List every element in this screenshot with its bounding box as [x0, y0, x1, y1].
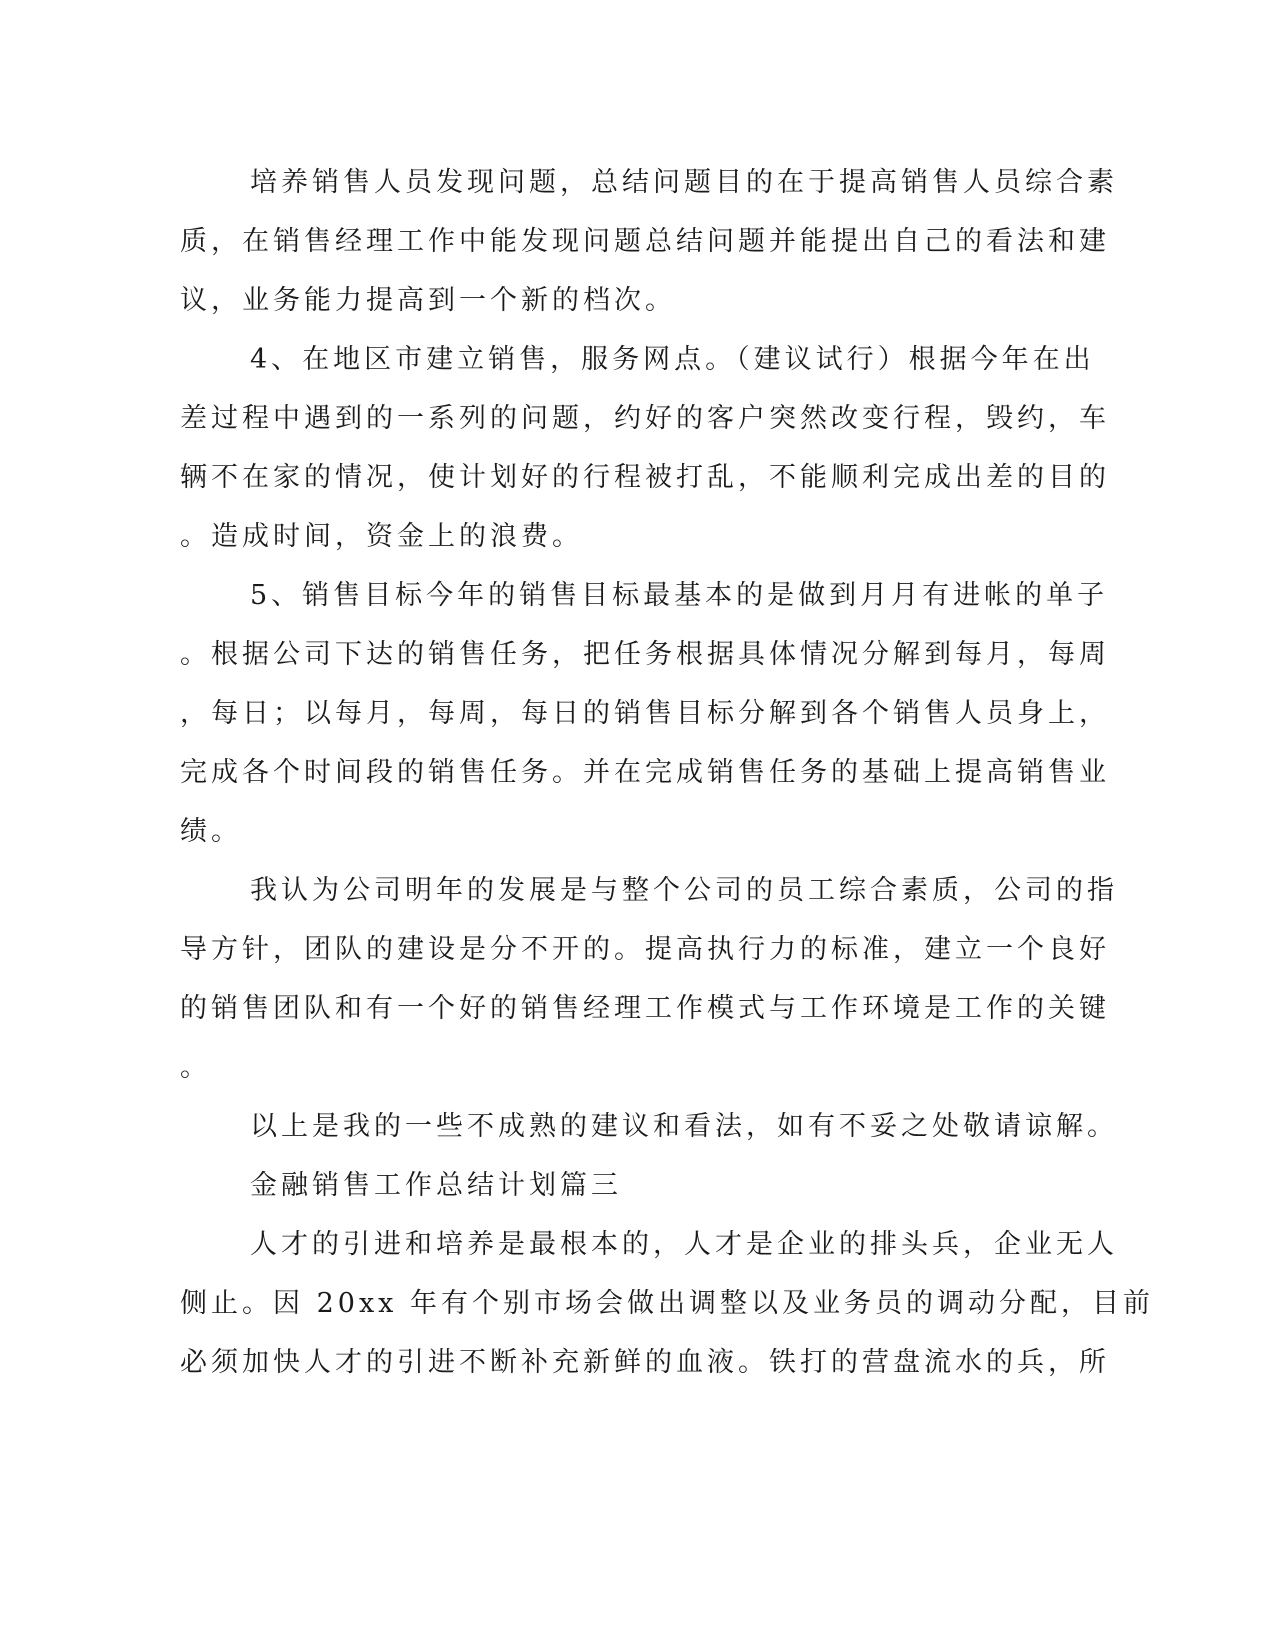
section-heading: 金融销售工作总结计划篇三	[250, 1170, 622, 1201]
text-line: ，每日；以每月，每周，每日的销售目标分解到各个销售人员身上，	[180, 698, 1110, 729]
text-line: 辆不在家的情况，使计划好的行程被打乱，不能顺利完成出差的目的	[180, 462, 1110, 493]
text-line: 人才的引进和培养是最根本的，人才是企业的排头兵，企业无人	[250, 1229, 1118, 1260]
text-line: 。根据公司下达的销售任务，把任务根据具体情况分解到每月，每周	[180, 639, 1110, 670]
text-line: 培养销售人员发现问题，总结问题目的在于提高销售人员综合素	[250, 167, 1118, 198]
text-line: 完成各个时间段的销售任务。并在完成销售任务的基础上提高销售业	[180, 757, 1110, 788]
text-line: 我认为公司明年的发展是与整个公司的员工综合素质，公司的指	[250, 875, 1118, 906]
text-line: 5、销售目标今年的销售目标最基本的是做到月月有进帐的单子	[250, 580, 1109, 611]
text-line: 差过程中遇到的一系列的问题，约好的客户突然改变行程，毁约，车	[180, 403, 1110, 434]
text-line: 必须加快人才的引进不断补充新鲜的血液。铁打的营盘流水的兵，所	[180, 1347, 1110, 1378]
text-line: 导方针，团队的建设是分不开的。提高执行力的标准，建立一个良好	[180, 934, 1110, 965]
text-line: 议，业务能力提高到一个新的档次。	[180, 285, 676, 316]
text-line: 质，在销售经理工作中能发现问题总结问题并能提出自己的看法和建	[180, 226, 1110, 257]
text-line: 的销售团队和有一个好的销售经理工作模式与工作环境是工作的关键	[180, 993, 1110, 1024]
text-line: 。造成时间，资金上的浪费。	[180, 521, 583, 552]
text-line: 侧止。因 20xx 年有个别市场会做出调整以及业务员的调动分配，目前	[180, 1288, 1154, 1319]
text-line: 绩。	[180, 816, 242, 847]
text-line: 4、在地区市建立销售，服务网点。（建议试行）根据今年在出	[250, 344, 1095, 375]
text-line: 以上是我的一些不成熟的建议和看法，如有不妥之处敬请谅解。	[250, 1111, 1118, 1142]
text-line: 。	[180, 1052, 211, 1083]
